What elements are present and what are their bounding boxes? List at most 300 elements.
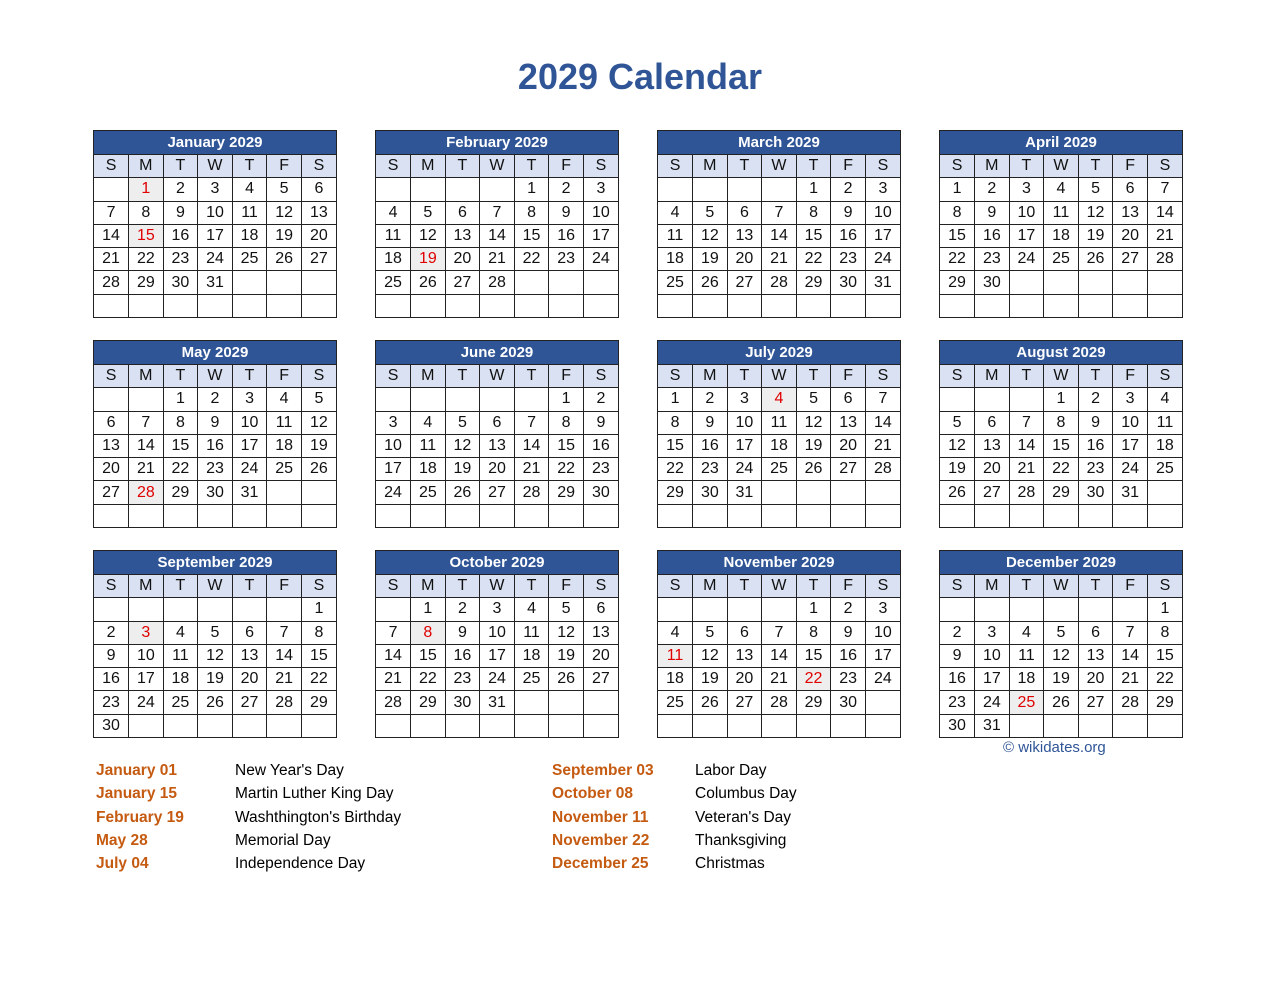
day-cell: 2: [975, 178, 1010, 201]
day-cell: [975, 504, 1010, 527]
day-cell: 9: [549, 201, 584, 224]
day-cell: [831, 294, 866, 317]
day-cell: [129, 714, 164, 737]
month-august: [939, 340, 1183, 528]
day-cell: 4: [658, 201, 693, 224]
day-cell: [129, 388, 164, 411]
day-cell: 24: [376, 481, 411, 504]
day-cell: 26: [267, 248, 302, 271]
month-header: January 2029: [94, 131, 336, 155]
day-cell: 23: [198, 458, 233, 481]
day-cell: 7: [267, 621, 302, 644]
day-cell: 21: [129, 458, 164, 481]
day-cell: 24: [975, 691, 1010, 714]
weekday-label: F: [831, 365, 866, 388]
day-cell: 4: [1147, 388, 1182, 411]
day-cell: [445, 294, 480, 317]
holiday-date: September 03: [552, 762, 654, 779]
day-cell: 22: [514, 248, 549, 271]
day-cell: 29: [658, 481, 693, 504]
day-cell: 16: [583, 434, 618, 457]
day-cell: 1: [796, 598, 831, 621]
day-cell: 17: [198, 224, 233, 247]
day-cell: 5: [301, 388, 336, 411]
day-cell: 31: [727, 481, 762, 504]
day-cell: 19: [411, 248, 446, 271]
weekday-label: T: [445, 155, 480, 178]
day-cell: 16: [163, 224, 198, 247]
day-cell: 29: [796, 691, 831, 714]
day-cell: 12: [411, 224, 446, 247]
day-cell: 1: [301, 598, 336, 621]
day-cell: 10: [376, 434, 411, 457]
day-cell: 22: [301, 668, 336, 691]
day-cell: [1044, 271, 1079, 294]
day-cell: 27: [727, 271, 762, 294]
weekday-label: S: [1147, 155, 1182, 178]
day-cell: [376, 504, 411, 527]
weekday-label: W: [198, 155, 233, 178]
weekday-label: T: [232, 155, 267, 178]
day-cell: [94, 598, 129, 621]
day-cell: [693, 504, 728, 527]
day-cell: 28: [94, 271, 129, 294]
day-cell: 5: [445, 411, 480, 434]
weekday-label: M: [411, 155, 446, 178]
weekday-label: W: [762, 365, 797, 388]
day-cell: 4: [1009, 621, 1044, 644]
day-cell: 23: [163, 248, 198, 271]
day-cell: 20: [445, 248, 480, 271]
day-cell: [376, 714, 411, 737]
weekday-label: S: [301, 365, 336, 388]
day-cell: 16: [831, 644, 866, 667]
day-cell: 11: [1147, 411, 1182, 434]
weekday-label: S: [301, 575, 336, 598]
day-cell: 24: [129, 691, 164, 714]
day-cell: [480, 714, 515, 737]
day-cell: 28: [1009, 481, 1044, 504]
day-cell: 11: [163, 644, 198, 667]
day-cell: [1113, 598, 1148, 621]
page-title: 2029 Calendar: [517, 56, 763, 97]
day-cell: 30: [445, 691, 480, 714]
day-cell: 7: [514, 411, 549, 434]
day-cell: [762, 504, 797, 527]
day-cell: 3: [376, 411, 411, 434]
day-cell: 15: [1044, 434, 1079, 457]
day-cell: 3: [865, 178, 900, 201]
day-cell: 1: [796, 178, 831, 201]
day-cell: 17: [727, 434, 762, 457]
holiday-date: November 22: [552, 831, 650, 849]
day-cell: 20: [1113, 224, 1148, 247]
day-cell: [1044, 504, 1079, 527]
month-header: December 2029: [940, 551, 1182, 575]
holiday-row: [552, 855, 797, 878]
weekday-label: W: [198, 575, 233, 598]
weekday-label: T: [163, 155, 198, 178]
day-cell: 3: [232, 388, 267, 411]
weekday-label: S: [376, 575, 411, 598]
day-cell: 25: [163, 691, 198, 714]
holiday-date: January 15: [96, 785, 177, 803]
day-cell: 2: [163, 178, 198, 201]
day-cell: 27: [583, 668, 618, 691]
day-cell: 21: [1113, 668, 1148, 691]
day-cell: 22: [549, 458, 584, 481]
day-cell: 31: [198, 271, 233, 294]
day-cell: 15: [301, 644, 336, 667]
day-cell: 13: [831, 411, 866, 434]
day-cell: [583, 271, 618, 294]
day-cell: 15: [411, 644, 446, 667]
month-header: June 2029: [376, 341, 618, 365]
day-cell: 9: [940, 644, 975, 667]
weekday-label: T: [1009, 365, 1044, 388]
day-cell: 6: [727, 201, 762, 224]
day-cell: [727, 714, 762, 737]
day-cell: [658, 178, 693, 201]
holiday-row: [96, 809, 401, 832]
day-cell: 27: [301, 248, 336, 271]
holiday-name: Independence Day: [235, 855, 366, 873]
day-cell: [198, 714, 233, 737]
day-cell: 2: [94, 621, 129, 644]
day-cell: 11: [376, 224, 411, 247]
day-cell: 31: [975, 714, 1010, 737]
day-cell: [865, 714, 900, 737]
day-cell: 15: [658, 434, 693, 457]
day-cell: 19: [267, 224, 302, 247]
day-cell: 21: [514, 458, 549, 481]
day-cell: 29: [1147, 691, 1182, 714]
day-cell: 23: [583, 458, 618, 481]
day-cell: 18: [1044, 224, 1079, 247]
month-header: May 2029: [94, 341, 336, 365]
copyright: © wikidates.org: [1003, 739, 1106, 756]
day-cell: [549, 691, 584, 714]
day-cell: [796, 481, 831, 504]
day-cell: 17: [129, 668, 164, 691]
day-cell: 1: [129, 178, 164, 201]
day-cell: 13: [480, 434, 515, 457]
day-cell: 29: [940, 271, 975, 294]
day-cell: [1078, 714, 1113, 737]
month-february: [375, 130, 619, 318]
day-cell: [693, 598, 728, 621]
day-cell: 8: [796, 621, 831, 644]
day-cell: [1009, 504, 1044, 527]
day-cell: 27: [831, 458, 866, 481]
day-cell: 8: [1147, 621, 1182, 644]
day-cell: 25: [658, 691, 693, 714]
day-cell: 16: [693, 434, 728, 457]
day-cell: [583, 294, 618, 317]
day-cell: 28: [1113, 691, 1148, 714]
day-cell: 11: [658, 224, 693, 247]
day-cell: 27: [480, 481, 515, 504]
day-cell: 12: [693, 224, 728, 247]
day-cell: 18: [411, 458, 446, 481]
day-cell: 23: [975, 248, 1010, 271]
day-cell: 23: [693, 458, 728, 481]
day-cell: 1: [163, 388, 198, 411]
day-cell: 21: [376, 668, 411, 691]
day-cell: [411, 388, 446, 411]
day-cell: 30: [693, 481, 728, 504]
day-cell: [445, 504, 480, 527]
day-cell: 18: [267, 434, 302, 457]
day-cell: [940, 294, 975, 317]
day-cell: [1113, 294, 1148, 317]
day-cell: 12: [549, 621, 584, 644]
weekday-label: F: [267, 155, 302, 178]
day-cell: [480, 504, 515, 527]
day-cell: [762, 714, 797, 737]
weekday-label: F: [1113, 155, 1148, 178]
day-cell: 10: [1009, 201, 1044, 224]
day-cell: [1147, 714, 1182, 737]
day-cell: 9: [693, 411, 728, 434]
day-cell: 15: [549, 434, 584, 457]
day-cell: 18: [658, 668, 693, 691]
day-cell: 29: [796, 271, 831, 294]
day-cell: [301, 504, 336, 527]
day-cell: [129, 504, 164, 527]
day-cell: 31: [865, 271, 900, 294]
day-cell: 1: [411, 598, 446, 621]
weekday-label: T: [1078, 155, 1113, 178]
day-cell: [549, 714, 584, 737]
day-cell: [549, 271, 584, 294]
day-cell: 25: [1147, 458, 1182, 481]
day-cell: 3: [129, 621, 164, 644]
day-cell: 27: [1113, 248, 1148, 271]
day-cell: [1009, 271, 1044, 294]
day-cell: 8: [549, 411, 584, 434]
day-cell: 13: [232, 644, 267, 667]
holiday-date: May 28: [96, 831, 148, 849]
weekday-label: W: [480, 155, 515, 178]
day-cell: 27: [445, 271, 480, 294]
holiday-row: [96, 785, 401, 808]
day-cell: 24: [480, 668, 515, 691]
day-cell: 14: [94, 224, 129, 247]
day-cell: 17: [865, 644, 900, 667]
weekday-label: W: [480, 365, 515, 388]
day-cell: 11: [762, 411, 797, 434]
day-cell: [693, 178, 728, 201]
month-header: July 2029: [658, 341, 900, 365]
day-cell: 19: [693, 668, 728, 691]
day-cell: [514, 294, 549, 317]
day-cell: 18: [232, 224, 267, 247]
weekday-label: S: [94, 575, 129, 598]
month-june: [375, 340, 619, 528]
day-cell: 22: [796, 668, 831, 691]
holiday-name: Veteran's Day: [695, 808, 792, 826]
holiday-name: Columbus Day: [695, 785, 797, 803]
day-cell: 21: [1147, 224, 1182, 247]
day-cell: 16: [975, 224, 1010, 247]
weekday-label: F: [549, 365, 584, 388]
day-cell: 8: [940, 201, 975, 224]
day-cell: 2: [445, 598, 480, 621]
day-cell: 6: [727, 621, 762, 644]
day-cell: 22: [940, 248, 975, 271]
weekday-label: M: [693, 575, 728, 598]
day-cell: [267, 714, 302, 737]
day-cell: 20: [94, 458, 129, 481]
day-cell: 7: [1113, 621, 1148, 644]
day-cell: 10: [727, 411, 762, 434]
holiday-date: July 04: [96, 855, 149, 873]
day-cell: 27: [232, 691, 267, 714]
day-cell: [267, 271, 302, 294]
day-cell: 4: [1044, 178, 1079, 201]
day-cell: 6: [583, 598, 618, 621]
day-cell: 22: [1044, 458, 1079, 481]
day-cell: 20: [727, 248, 762, 271]
day-cell: [658, 504, 693, 527]
day-cell: 7: [762, 201, 797, 224]
day-cell: [163, 294, 198, 317]
day-cell: [232, 598, 267, 621]
day-cell: [198, 598, 233, 621]
day-cell: 25: [411, 481, 446, 504]
holiday-name: New Year's Day: [235, 762, 344, 779]
day-cell: [762, 598, 797, 621]
weekday-label: F: [549, 155, 584, 178]
day-cell: [198, 294, 233, 317]
weekday-label: S: [865, 155, 900, 178]
day-cell: 7: [1147, 178, 1182, 201]
day-cell: 26: [549, 668, 584, 691]
day-cell: 19: [549, 644, 584, 667]
day-cell: 23: [831, 248, 866, 271]
day-cell: [301, 294, 336, 317]
day-cell: 25: [514, 668, 549, 691]
day-cell: [232, 271, 267, 294]
day-cell: 31: [232, 481, 267, 504]
day-cell: [514, 504, 549, 527]
weekday-label: M: [411, 365, 446, 388]
day-cell: 15: [1147, 644, 1182, 667]
day-cell: 2: [693, 388, 728, 411]
day-cell: 15: [514, 224, 549, 247]
weekday-label: S: [658, 575, 693, 598]
day-cell: 5: [693, 201, 728, 224]
day-cell: [658, 294, 693, 317]
day-cell: [865, 691, 900, 714]
day-cell: [376, 388, 411, 411]
day-cell: 26: [693, 271, 728, 294]
month-april: [939, 130, 1183, 318]
day-cell: 12: [1044, 644, 1079, 667]
day-cell: [583, 691, 618, 714]
weekday-label: M: [975, 365, 1010, 388]
day-cell: 16: [549, 224, 584, 247]
day-cell: 4: [762, 388, 797, 411]
day-cell: [727, 294, 762, 317]
day-cell: 3: [1113, 388, 1148, 411]
day-cell: 25: [232, 248, 267, 271]
day-cell: 7: [94, 201, 129, 224]
day-cell: 29: [163, 481, 198, 504]
day-cell: [301, 271, 336, 294]
day-cell: 18: [163, 668, 198, 691]
day-cell: 8: [411, 621, 446, 644]
day-cell: 24: [583, 248, 618, 271]
day-cell: 19: [445, 458, 480, 481]
weekday-label: M: [975, 155, 1010, 178]
day-cell: 23: [94, 691, 129, 714]
day-cell: [94, 388, 129, 411]
weekday-label: S: [940, 575, 975, 598]
holiday-date: October 08: [552, 785, 633, 803]
day-cell: 8: [163, 411, 198, 434]
weekday-label: S: [658, 365, 693, 388]
weekday-label: S: [940, 365, 975, 388]
holiday-row: [552, 809, 797, 832]
day-cell: 26: [411, 271, 446, 294]
holiday-date: November 11: [552, 808, 649, 826]
day-cell: [583, 504, 618, 527]
holiday-name: Labor Day: [695, 762, 767, 779]
day-cell: 25: [762, 458, 797, 481]
day-cell: 30: [975, 271, 1010, 294]
day-cell: [480, 294, 515, 317]
day-cell: [445, 714, 480, 737]
holiday-row: [552, 832, 797, 855]
day-cell: 13: [583, 621, 618, 644]
day-cell: 2: [1078, 388, 1113, 411]
holiday-row: [96, 832, 401, 855]
day-cell: 5: [796, 388, 831, 411]
day-cell: 19: [693, 248, 728, 271]
day-cell: 6: [301, 178, 336, 201]
day-cell: 13: [1113, 201, 1148, 224]
day-cell: [129, 294, 164, 317]
day-cell: 6: [94, 411, 129, 434]
day-cell: 12: [796, 411, 831, 434]
day-cell: 14: [129, 434, 164, 457]
weekday-label: T: [1009, 575, 1044, 598]
day-cell: 31: [1113, 481, 1148, 504]
day-cell: 14: [514, 434, 549, 457]
month-september: [93, 550, 337, 738]
day-cell: 16: [831, 224, 866, 247]
day-cell: 6: [1078, 621, 1113, 644]
day-cell: [1078, 271, 1113, 294]
day-cell: 26: [693, 691, 728, 714]
day-cell: [796, 504, 831, 527]
day-cell: 5: [411, 201, 446, 224]
day-cell: 4: [163, 621, 198, 644]
day-cell: 12: [301, 411, 336, 434]
weekday-label: T: [445, 365, 480, 388]
day-cell: 4: [658, 621, 693, 644]
day-cell: [1009, 388, 1044, 411]
day-cell: [1078, 598, 1113, 621]
day-cell: [411, 178, 446, 201]
day-cell: [1078, 504, 1113, 527]
day-cell: 16: [94, 668, 129, 691]
weekday-label: M: [693, 365, 728, 388]
weekday-label: T: [232, 575, 267, 598]
weekday-label: S: [301, 155, 336, 178]
